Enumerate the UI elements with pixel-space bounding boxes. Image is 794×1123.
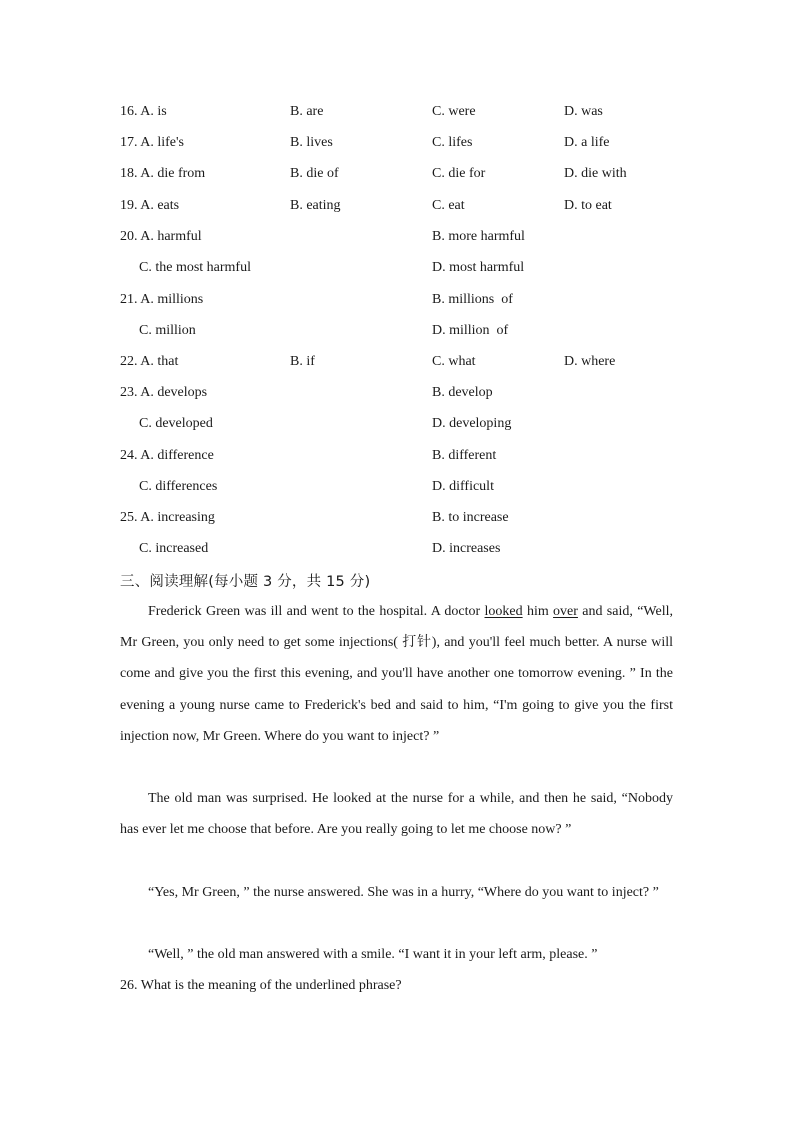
option-b: B. develop: [432, 385, 493, 400]
question-23-options-line2: [0, 412, 794, 436]
question-19-options: [0, 194, 794, 218]
question-23-options-line1: [0, 381, 794, 405]
option-b: B. are: [290, 104, 324, 119]
question-24-options-line1: [0, 444, 794, 468]
option-c: C. developed: [139, 416, 213, 431]
option-a: 17. A. life's: [120, 135, 184, 150]
option-a: 25. A. increasing: [120, 510, 215, 525]
option-d: D. difficult: [432, 479, 494, 494]
option-a: 22. A. that: [120, 354, 179, 369]
question-20-options-line1: [0, 225, 794, 249]
option-c: C. increased: [139, 541, 209, 556]
option-b: B. if: [290, 354, 315, 369]
option-b: B. eating: [290, 198, 341, 213]
option-b: B. lives: [290, 135, 333, 150]
option-d: D. developing: [432, 416, 512, 431]
passage-paragraph-3: “Yes, Mr Green, ” the nurse answered. She was in a hurry, “Where do you want to inject? ”: [148, 885, 659, 900]
option-c: C. eat: [432, 198, 465, 213]
question-17-options: [0, 131, 794, 155]
option-a: 20. A. harmful: [120, 229, 202, 244]
option-d: D. to eat: [564, 198, 612, 213]
question-20-options-line2: [0, 256, 794, 280]
question-26: 26. What is the meaning of the underlined phrase?: [120, 978, 402, 993]
underlined-word-over: over: [553, 604, 578, 619]
option-d: D. where: [564, 354, 616, 369]
option-c: C. the most harmful: [139, 260, 251, 275]
option-c: C. million: [139, 323, 196, 338]
option-b: B. die of: [290, 166, 339, 181]
option-c: C. were: [432, 104, 476, 119]
option-a: 24. A. difference: [120, 448, 214, 463]
question-21-options-line2: [0, 319, 794, 343]
option-c: C. what: [432, 354, 476, 369]
option-d: D. die with: [564, 166, 627, 181]
option-c: C. lifes: [432, 135, 473, 150]
question-18-options: [0, 162, 794, 186]
option-d: D. increases: [432, 541, 501, 556]
underlined-word-looked: looked: [484, 604, 523, 619]
option-d: D. million of: [432, 323, 509, 338]
option-c: C. differences: [139, 479, 218, 494]
option-b: B. more harmful: [432, 229, 525, 244]
passage-paragraph-1: Frederick Green was ill and went to the hospital. A doctor looked him over and said, “Well, Mr Green, you only need to get some injections( 打针), and you'll feel much better. A nurse will come and give you the first this evening, and you'll have another one tomorrow evening. ” In the evening a young nurse came to Frederick's bed and said to him, “I'm going to give you the first injection now, Mr Green. Where do you want to inject? ”: [120, 604, 673, 744]
question-21-options-line1: [0, 288, 794, 312]
question-25-options-line2: [0, 537, 794, 561]
option-d: D. a life: [564, 135, 610, 150]
option-c: C. die for: [432, 166, 486, 181]
section-title: 三、阅读理解(每小题 3 分，共 15 分): [120, 574, 371, 590]
option-a: 23. A. develops: [120, 385, 208, 400]
passage-paragraph-4: “Well, ” the old man answered with a smile. “I want it in your left arm, please. ”: [148, 947, 598, 962]
option-b: B. to increase: [432, 510, 509, 525]
option-b: B. different: [432, 448, 497, 463]
option-b: B. millions of: [432, 292, 513, 307]
option-d: D. was: [564, 104, 603, 119]
question-22-options: [0, 350, 794, 374]
question-16-options: [0, 100, 794, 124]
option-a: 19. A. eats: [120, 198, 180, 213]
option-a: 21. A. millions: [120, 292, 204, 307]
question-25-options-line1: [0, 506, 794, 530]
passage-paragraph-2: The old man was surprised. He looked at the nurse for a while, and then he said, “Nobody has ever let me choose that before. Are you really going to let me choose now? ”: [120, 791, 673, 838]
option-a: 18. A. die from: [120, 166, 206, 181]
question-24-options-line2: [0, 475, 794, 499]
option-d: D. most harmful: [432, 260, 525, 275]
option-a: 16. A. is: [120, 104, 167, 119]
